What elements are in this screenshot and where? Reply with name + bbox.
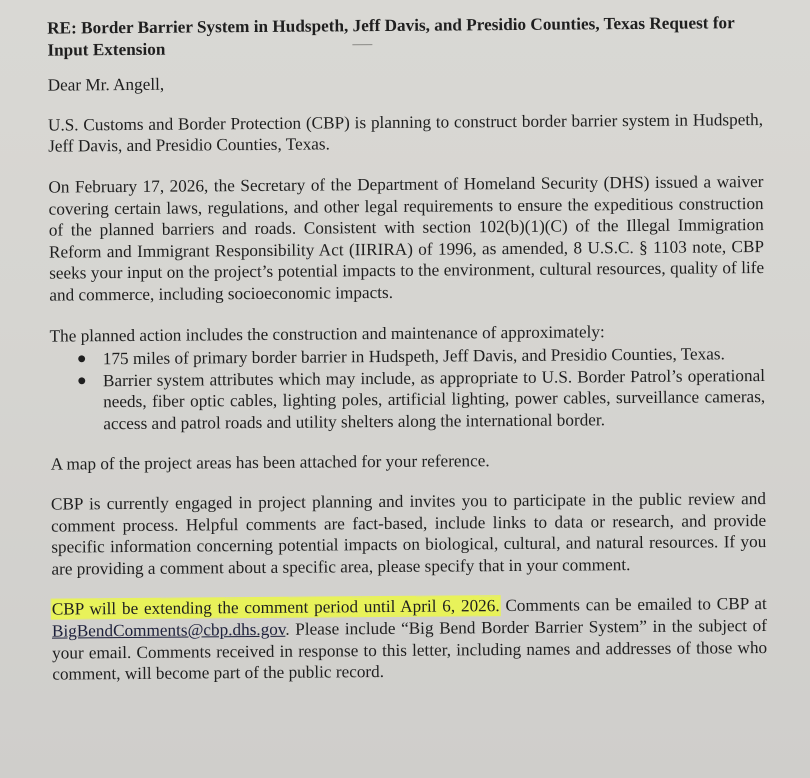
comment-text-b: . Please include “Big Bend Border Barrier System” in the subject of your email. Comments received in response to this letter, including names and addresses of those who comment, will become part of the public record. — [52, 616, 768, 684]
list-item-text: 175 miles of primary border barrier in Hudspeth, Jeff Davis, and Presidio Counties, Texas. — [102, 344, 725, 369]
paragraph-planned-action: The planned action includes the construction and maintenance of approximately: — [49, 321, 605, 346]
paragraph-planning: CBP is currently engaged in project planning and invites you to participate in the public review and comment process. Helpful comments are fact-based, include links to data or research, and provide specific information concerning potential impacts on biological, cultural, and natural resources. If you are providing a comment about a specific area, please specify that in your comment. — [50, 489, 767, 579]
paragraph-waiver: On February 17, 2026, the Secretary of the Department of Homeland Security (DHS) issued a waiver covering certain laws, regulations, and other legal requirements to ensure the expeditious construction of the planned barriers and roads. Consistent with section 102(b)(1)(C) of the Illegal Immigration Reform and Immigrant Responsibility Act (IIRIRA) of 1996, as amended, 8 U.S.C. § 1103 note, CBP seeks your input on the project’s potential impacts to the environment, cultural resources, quality of life and commerce, including socioeconomic impacts. — [48, 171, 765, 305]
paragraph-comment-period — [52, 593, 768, 685]
email-link[interactable]: BigBendComments@cbp.dhs.gov — [51, 619, 286, 641]
bullet-icon: ● — [76, 372, 87, 390]
highlighted-extension: CBP will be extending the comment period until April 6, 2026. — [51, 596, 500, 620]
list-item-text: Barrier system attributes which may include, as appropriate to U.S. Border Patrol’s operational needs, fiber optic cables, lighting poles, artificial lighting, power cables, surveillance cameras, access and patrol roads and utility shelters along the international border. — [102, 365, 766, 434]
paragraph-intro: U.S. Customs and Border Protection (CBP) is planning to construct border barrier system in Hudspeth, Jeff Davis, and Presidio Counties, Texas. — [47, 109, 764, 157]
comment-text-a: Comments can be emailed to CBP at — [499, 594, 767, 616]
bullet-icon: ● — [76, 350, 87, 368]
pen-mark — [352, 44, 372, 45]
list-item — [50, 365, 765, 435]
planned-action-list — [50, 343, 766, 435]
paragraph-map: A map of the project areas has been attached for your reference. — [50, 450, 490, 474]
salutation: Dear Mr. Angell, — [47, 74, 165, 95]
letter-subject: RE: Border Barrier System in Hudspeth, Jeff Davis, and Presidio Counties, Texas Request for Input Extension — [47, 13, 735, 60]
